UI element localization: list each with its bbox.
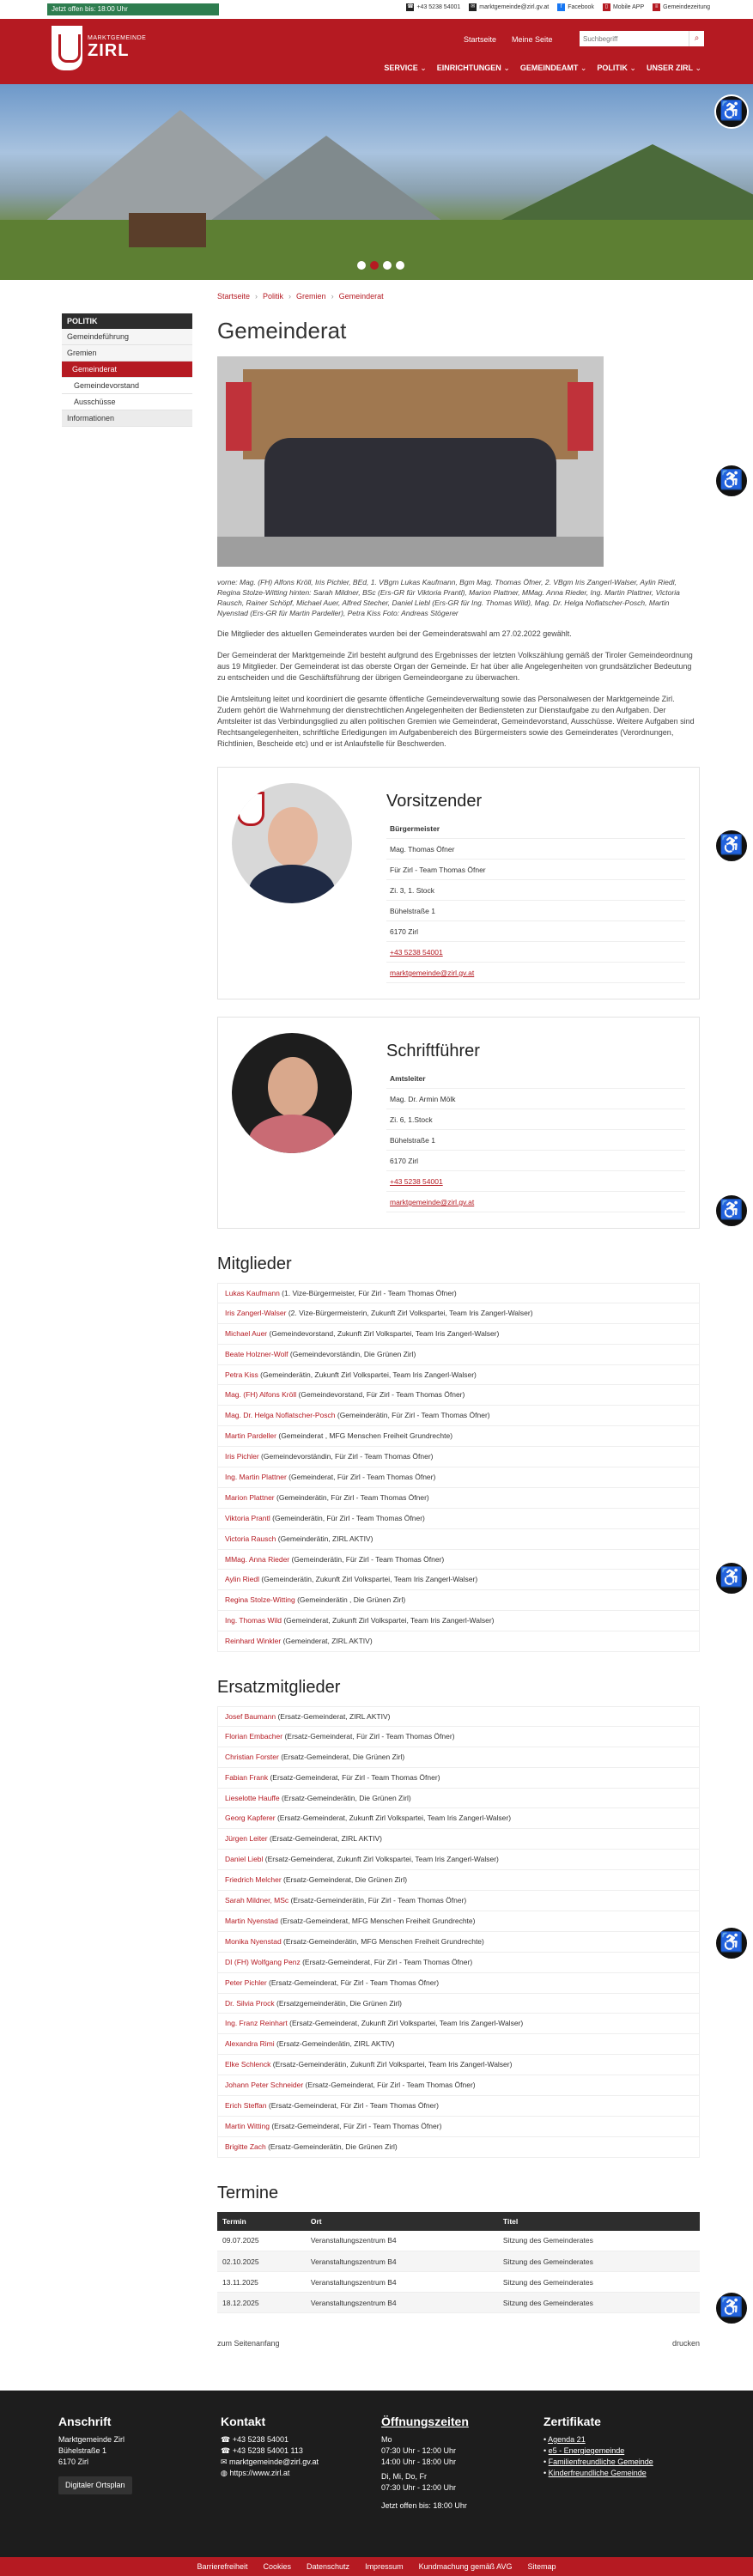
member-name-link[interactable]: Martin Witting xyxy=(225,2121,270,2130)
hours-time: 07:30 Uhr - 12:00 Uhr xyxy=(381,2483,457,2492)
accessibility-icon[interactable]: ♿ xyxy=(714,2291,749,2325)
hero-meadow xyxy=(0,220,753,280)
member-row xyxy=(217,1611,700,1631)
member-row xyxy=(217,2055,700,2075)
member-name-link[interactable]: Christian Forster xyxy=(225,1752,279,1761)
link-barrierefreiheit[interactable]: Barrierefreiheit xyxy=(197,2562,248,2571)
cert-family-link[interactable]: Familienfreundliche Gemeinde xyxy=(548,2458,653,2466)
member-info: (Ersatz-Gemeinderätin, Zukunft Zirl Volkspartei, Team Iris Zangerl-Walser) xyxy=(270,2060,513,2069)
cert-children-link[interactable]: Kinderfreundliche Gemeinde xyxy=(548,2469,647,2477)
termine-cell: Sitzung des Gemeinderates xyxy=(498,2272,700,2293)
accessibility-icon[interactable]: ♿ xyxy=(714,1194,749,1228)
phone-icon: ☎ xyxy=(221,2435,233,2444)
member-row xyxy=(217,2014,700,2034)
member-info: (Gemeinderat , MFG Menschen Freiheit Grundrechte) xyxy=(276,1431,453,1441)
member-info: (Ersatz-Gemeinderätin, ZIRL AKTIV) xyxy=(274,2039,395,2049)
termine-col-termin: Termin xyxy=(217,2212,306,2231)
member-info: (Ersatz-Gemeinderat, Für Zirl - Team Thomas Öfner) xyxy=(268,1772,440,1782)
bottom-links xyxy=(217,2339,700,2348)
link-datenschutz[interactable]: Datenschutz xyxy=(307,2562,350,2571)
member-info: (1. Vize-Bürgermeister, Für Zirl - Team Thomas Öfner) xyxy=(279,1289,457,1297)
secretary-title: Schriftführer xyxy=(386,1042,480,1060)
sidebar-item-gemeinderat[interactable]: Gemeinderat xyxy=(62,361,192,378)
breadcrumb-politik[interactable]: Politik xyxy=(263,292,284,301)
member-info: (Ersatz-Gemeinderat, Für Zirl - Team Thomas Öfner) xyxy=(266,2100,439,2110)
cert-e5-link[interactable]: e5 - Energiegemeinde xyxy=(548,2446,625,2455)
accessibility-icon[interactable]: ♿ xyxy=(714,94,749,129)
member-info: (Gemeinderat, Zukunft Zirl Volkspartei, Team Iris Zangerl-Walser) xyxy=(281,1616,495,1625)
members-list xyxy=(217,1283,700,1652)
hours-open-now: Jetzt offen bis: 18:00 Uhr xyxy=(381,2501,467,2510)
chair-title: Vorsitzender xyxy=(386,792,483,811)
slider-dot[interactable] xyxy=(396,261,404,270)
photo-caption: vorne: Mag. (FH) Alfons Kröll, Iris Pichler, BEd, 1. VBgm Lukas Kaufmann, Bgm Mag. Thomas Öfner, 2. VBgm Iris Zangerl-Walser, Aylin Riedl, Regina Stolze-Witting hinten: Sarah Mildner, BSc (Ers-GR für Viktoria Prantl), Marion Plattner, MMag. Anna Rieder, Ing. Martin Plattner, Victoria Rausch, Rainer Schöpf, Michael Auer, Alfred Stecher, Daniel Liebl (Ers-GR für Ing. Thomas Wild), Mag. Dr. Helga Noflatscher-Posch, Martin Nyenstad (Ers-GR für Martin Pardeller), Petra Kiss Foto: Andreas Stögerer xyxy=(217,578,680,617)
newspaper-icon: ≡ xyxy=(653,3,660,11)
nav-politik[interactable]: POLITIK ⌄ xyxy=(597,64,636,73)
nav-unser-zirl[interactable]: UNSER ZIRL ⌄ xyxy=(647,64,701,73)
member-row xyxy=(217,1345,700,1365)
top-email-text: marktgemeinde@zirl.gv.at xyxy=(479,4,550,10)
hero-slider xyxy=(0,84,753,280)
termine-row xyxy=(217,2272,700,2293)
member-name-link[interactable]: Iris Zangerl-Walser xyxy=(225,1308,287,1317)
termine-heading: Termine xyxy=(217,2183,279,2202)
termine-cell: 18.12.2025 xyxy=(217,2293,306,2313)
slider-dots xyxy=(357,261,404,270)
secretary-name: Mag. Dr. Armin Mölk xyxy=(386,1089,685,1109)
member-row xyxy=(217,1385,700,1406)
termine-row xyxy=(217,2293,700,2313)
member-name-link[interactable]: Ing. Thomas Wild xyxy=(225,1616,282,1625)
termine-row xyxy=(217,2231,700,2251)
member-name-link[interactable]: Petra Kiss xyxy=(225,1370,258,1379)
termine-cell: Sitzung des Gemeinderates xyxy=(498,2231,700,2251)
sidebar-item-informationen[interactable]: Informationen xyxy=(62,410,192,427)
member-row xyxy=(217,2075,700,2096)
member-name-link[interactable]: Beate Holzner-Wolf xyxy=(225,1349,288,1358)
top-newspaper-link[interactable] xyxy=(653,3,710,11)
slider-dot[interactable] xyxy=(357,261,366,270)
nav-einrichtungen[interactable]: EINRICHTUNGEN ⌄ xyxy=(437,64,510,73)
member-row xyxy=(217,1973,700,1994)
fax-icon: ☎ xyxy=(221,2446,233,2455)
member-info: (Gemeinderätin, Für Zirl - Team Thomas Öfner) xyxy=(335,1411,490,1420)
termine-table xyxy=(217,2212,700,2314)
member-info: (Ersatz-Gemeinderat, Zukunft Zirl Volkspartei, Team Iris Zangerl-Walser) xyxy=(275,1814,512,1823)
secretary-email-link[interactable]: marktgemeinde@zirl.gv.at xyxy=(390,1198,475,1206)
member-info: (Gemeinderätin, Zukunft Zirl Volkspartei, Team Iris Zangerl-Walser) xyxy=(259,1575,478,1584)
member-row xyxy=(217,1590,700,1611)
member-row xyxy=(217,1447,700,1467)
home-link[interactable]: Startseite xyxy=(464,35,497,44)
termine-cell: Veranstaltungszentrum B4 xyxy=(306,2251,498,2272)
hours-day: Di, Mi, Do, Fr xyxy=(381,2472,427,2481)
member-row xyxy=(217,1706,700,1727)
termine-cell: 02.10.2025 xyxy=(217,2251,306,2272)
footer-hours xyxy=(381,2416,469,2512)
top-app-text: Mobile APP xyxy=(612,4,645,10)
footer-email-link[interactable]: marktgemeinde@zirl.gv.at xyxy=(229,2458,319,2466)
phone-icon: ☎ xyxy=(407,4,414,9)
member-name-link[interactable]: Sarah Mildner, MSc xyxy=(225,1896,289,1905)
print-link[interactable]: drucken xyxy=(671,2339,700,2348)
link-cookies[interactable]: Cookies xyxy=(263,2562,292,2571)
back-to-top-link[interactable]: zum Seitenanfang xyxy=(217,2339,280,2348)
breadcrumb-gemeinderat[interactable]: Gemeinderat xyxy=(338,292,384,301)
hero-hill xyxy=(481,144,753,230)
top-phone-link[interactable] xyxy=(406,3,460,11)
member-name-link[interactable]: Martin Nyenstad xyxy=(225,1916,278,1925)
top-links xyxy=(406,3,710,11)
member-info: (Ersatz-Gemeinderat, ZIRL AKTIV) xyxy=(267,1834,382,1844)
member-name-link[interactable]: Iris Pichler xyxy=(225,1452,259,1461)
top-newspaper-text: Gemeindezeitung xyxy=(663,4,710,10)
member-row xyxy=(217,1850,700,1870)
nav-service[interactable]: SERVICE ⌄ xyxy=(384,64,426,73)
member-name-link[interactable]: Jürgen Leiter xyxy=(225,1834,268,1844)
member-name-link[interactable]: Peter Pichler xyxy=(225,1978,267,1987)
member-info: (Ersatz-Gemeinderat, Die Grünen Zirl) xyxy=(281,1875,408,1885)
member-info: (Gemeinderätin, Zukunft Zirl Volkspartei, Team Iris Zangerl-Walser) xyxy=(258,1370,477,1379)
site-header xyxy=(0,19,753,84)
member-name-link[interactable]: Johann Peter Schneider xyxy=(225,2081,304,2090)
accessibility-icon[interactable]: ♿ xyxy=(714,1561,749,1595)
main-nav xyxy=(384,64,701,73)
chair-name: Mag. Thomas Öfner xyxy=(386,839,685,860)
logo-subtitle: MARKTGEMEINDE xyxy=(88,35,147,41)
member-row xyxy=(217,1953,700,1973)
main-content xyxy=(217,318,700,2348)
member-row xyxy=(217,1509,700,1529)
accessibility-icon[interactable]: ♿ xyxy=(714,464,749,498)
member-name-link[interactable]: Mag. (FH) Alfons Kröll xyxy=(225,1390,297,1400)
member-name-link[interactable]: Ing. Martin Plattner xyxy=(225,1473,287,1482)
mobile-icon: ▯ xyxy=(603,3,610,11)
footer-fax-link[interactable]: +43 5238 54001 113 xyxy=(232,2446,303,2455)
member-info: (Gemeindevorstand, Für Zirl - Team Thomas Öfner) xyxy=(296,1390,465,1400)
digital-map-button[interactable]: Digitaler Ortsplan xyxy=(58,2476,132,2494)
member-name-link[interactable]: Monika Nyenstad xyxy=(225,1936,282,1946)
termine-cell: Veranstaltungszentrum B4 xyxy=(306,2231,498,2251)
member-info: (Ersatz-Gemeinderat, Für Zirl - Team Thomas Öfner) xyxy=(303,2081,476,2090)
chair-room: Zi. 3, 1. Stock xyxy=(386,880,685,901)
sidebar-heading: POLITIK xyxy=(62,313,192,329)
member-info: (Ersatz-Gemeinderat, Für Zirl - Team Thomas Öfner) xyxy=(282,1731,455,1741)
member-info: (Gemeinderätin, Für Zirl - Team Thomas Öfner) xyxy=(289,1554,445,1564)
member-info: (Gemeindevorständin, Für Zirl - Team Thomas Öfner) xyxy=(258,1452,434,1461)
member-name-link[interactable]: MMag. Anna Rieder xyxy=(225,1554,290,1564)
chair-phone-link[interactable]: +43 5238 54001 xyxy=(390,948,443,957)
member-info: (Gemeinderätin, ZIRL AKTIV) xyxy=(276,1534,373,1543)
breadcrumb-startseite[interactable]: Startseite xyxy=(217,292,251,301)
member-row xyxy=(217,1829,700,1850)
member-row xyxy=(217,1303,700,1324)
member-row xyxy=(217,1768,700,1789)
footer-certificates-title: Zertifikate xyxy=(543,2415,601,2428)
top-phone-text: +43 5238 54001 xyxy=(416,4,461,10)
member-info: (Ersatz-Gemeinderätin, MFG Menschen Freiheit Grundrechte) xyxy=(281,1936,484,1946)
member-row xyxy=(217,1631,700,1652)
chair-avatar xyxy=(232,783,352,903)
member-row xyxy=(217,1488,700,1509)
site-footer xyxy=(0,2391,753,2557)
member-row xyxy=(217,1994,700,2014)
member-info: (Ersatz-Gemeinderat, Zukunft Zirl Volkspartei, Team Iris Zangerl-Walser) xyxy=(287,2019,524,2028)
member-name-link[interactable]: Josef Baumann xyxy=(225,1712,276,1722)
termine-cell: 13.11.2025 xyxy=(217,2272,306,2293)
footer-address xyxy=(58,2416,132,2494)
top-facebook-text: Facebook xyxy=(568,4,594,10)
termine-cell: 09.07.2025 xyxy=(217,2231,306,2251)
hours-day: Mo xyxy=(381,2435,392,2444)
termine-cell: Veranstaltungszentrum B4 xyxy=(306,2272,498,2293)
top-app-link[interactable] xyxy=(603,3,644,11)
termine-col-titel: Titel xyxy=(498,2212,700,2231)
member-name-link[interactable]: Victoria Rausch xyxy=(225,1534,276,1543)
member-row xyxy=(217,1789,700,1809)
member-row xyxy=(217,1426,700,1447)
member-name-link[interactable]: Michael Auer xyxy=(225,1328,268,1338)
sidebar-item-gremien[interactable]: Gremien xyxy=(62,345,192,361)
termine-col-ort: Ort xyxy=(306,2212,498,2231)
chair-contact-card xyxy=(217,767,700,999)
member-name-link[interactable]: Aylin Riedl xyxy=(225,1575,260,1584)
member-name-link[interactable]: Marion Plattner xyxy=(225,1492,275,1502)
member-name-link[interactable]: Florian Embacher xyxy=(225,1731,283,1741)
secretary-street: Bühelstraße 1 xyxy=(386,1130,685,1151)
member-row xyxy=(217,1550,700,1571)
member-name-link[interactable]: Dr. Silvia Prock xyxy=(225,1998,275,2008)
coat-of-arms-icon xyxy=(237,792,264,826)
member-row xyxy=(217,2117,700,2137)
slider-dot-active[interactable] xyxy=(370,261,379,270)
member-name-link[interactable]: Reinhard Winkler xyxy=(225,1637,282,1646)
open-status-badge: Jetzt offen bis: 18:00 Uhr xyxy=(47,3,219,15)
coat-of-arms-icon xyxy=(52,26,82,70)
chair-email-link[interactable]: marktgemeinde@zirl.gv.at xyxy=(390,969,475,977)
member-info: (Ersatz-Gemeinderat, Zukunft Zirl Volkspartei, Team Iris Zangerl-Walser) xyxy=(263,1855,499,1864)
member-name-link[interactable]: DI (FH) Wolfgang Penz xyxy=(225,1957,301,1966)
member-info: (Ersatz-Gemeinderat, Für Zirl - Team Thomas Öfner) xyxy=(269,2121,442,2130)
hours-time: 14:00 Uhr - 18:00 Uhr xyxy=(381,2458,457,2466)
breadcrumb-gremien[interactable]: Gremien xyxy=(296,292,326,301)
secretary-city: 6170 Zirl xyxy=(386,1151,685,1171)
footer-web-link[interactable]: https://www.zirl.at xyxy=(229,2469,290,2477)
hours-time: 07:30 Uhr - 12:00 Uhr xyxy=(381,2446,457,2455)
member-row xyxy=(217,1727,700,1747)
member-name-link[interactable]: Alexandra Rimi xyxy=(225,2039,275,2049)
footer-certificates: Zertifikate • Agenda 21 • e5 - Energiegemeinde • Familienfreundliche Gemeinde • Kinderfreundliche Gemeinde xyxy=(543,2415,653,2477)
page-title: Gemeinderat xyxy=(217,318,347,343)
intro-paragraph: Die Mitglieder des aktuellen Gemeinderates wurden bei der Gemeinderatswahl am 27.02.2022 gewählt. xyxy=(217,629,572,638)
termine-cell: Sitzung des Gemeinderates xyxy=(498,2293,700,2313)
member-row xyxy=(217,1406,700,1426)
sidebar-item-gemeindefuehrung[interactable]: Gemeindeführung xyxy=(62,329,192,345)
member-row xyxy=(217,1324,700,1345)
member-info: (Ersatz-Gemeinderat, Für Zirl - Team Thomas Öfner) xyxy=(266,1978,440,1987)
globe-icon: ◍ xyxy=(221,2469,230,2477)
accessibility-icon[interactable]: ♿ xyxy=(714,1926,749,1960)
chair-city: 6170 Zirl xyxy=(386,921,685,942)
members-heading: Mitglieder xyxy=(217,1255,292,1273)
mail-icon: ✉ xyxy=(221,2458,230,2466)
member-info: (Ersatz-Gemeinderat, Für Zirl - Team Thomas Öfner) xyxy=(300,1957,473,1966)
member-name-link[interactable]: Mag. Dr. Helga Noflatscher-Posch xyxy=(225,1411,336,1420)
footer-contact-title: Kontakt xyxy=(221,2415,266,2428)
footer-address-line: Marktgemeinde Zirl xyxy=(58,2435,125,2444)
member-info: (Gemeinderätin, Für Zirl - Team Thomas Öfner) xyxy=(274,1492,429,1502)
member-row xyxy=(217,1808,700,1829)
member-row xyxy=(217,1747,700,1768)
cert-agenda21-link[interactable]: Agenda 21 xyxy=(548,2435,586,2444)
member-info: (Ersatz-Gemeinderätin, Die Grünen Zirl) xyxy=(279,1793,411,1802)
logo-title: ZIRL xyxy=(88,41,130,60)
member-info: (Gemeindevorstand, Zukunft Zirl Volkspartei, Team Iris Zangerl-Walser) xyxy=(267,1328,500,1338)
sub-footer xyxy=(0,2557,753,2576)
search-input[interactable] xyxy=(580,31,689,46)
member-info: (Gemeinderat, ZIRL AKTIV) xyxy=(281,1637,373,1646)
council-members-group xyxy=(264,438,556,537)
member-row xyxy=(217,1911,700,1932)
member-name-link[interactable]: Lieselotte Hauffe xyxy=(225,1793,280,1802)
substitutes-list xyxy=(217,1706,700,2158)
chair-street: Bühelstraße 1 xyxy=(386,901,685,921)
member-info: (Ersatz-Gemeinderat, ZIRL AKTIV) xyxy=(276,1712,391,1722)
member-row xyxy=(217,1283,700,1303)
slider-dot[interactable] xyxy=(383,261,392,270)
member-info: (Gemeinderat, Für Zirl - Team Thomas Öfner) xyxy=(286,1473,436,1482)
member-name-link[interactable]: Viktoria Prantl xyxy=(225,1513,270,1522)
member-row xyxy=(217,1870,700,1891)
facebook-icon: f xyxy=(557,3,565,11)
sidebar-item-gemeindevorstand[interactable]: Gemeindevorstand xyxy=(62,378,192,394)
my-page-link[interactable]: Meine Seite xyxy=(512,35,553,44)
description-paragraph: Der Gemeinderat der Marktgemeinde Zirl besteht aufgrund des Ergebnisses der letzten Volkszählung gemäß der Tiroler Gemeindeordnung aus 19 Mitglieder. Der Gemeinderat ist das oberste Organ der Gemeinde. Er hat über alle Angelegenheiten von grundsätzlicher Bedeutung zu entscheiden und die Geschäftsführung der übrigen Gemeindeorgane zu überwachen. xyxy=(217,651,693,682)
link-impressum[interactable]: Impressum xyxy=(365,2562,404,2571)
footer-hours-title[interactable]: Öffnungszeiten xyxy=(381,2415,469,2428)
flag-banner xyxy=(568,382,593,451)
site-logo[interactable] xyxy=(52,26,146,70)
member-name-link[interactable]: Fabian Frank xyxy=(225,1772,269,1782)
hero-mountain xyxy=(197,136,455,230)
member-info: (Gemeinderätin, Für Zirl - Team Thomas Öfner) xyxy=(270,1513,425,1522)
chair-party: Für Zirl - Team Thomas Öfner xyxy=(386,860,685,880)
member-name-link[interactable]: Georg Kapferer xyxy=(225,1814,276,1823)
member-info: (Ersatz-Gemeinderat, Die Grünen Zirl) xyxy=(278,1752,405,1761)
member-name-link[interactable]: Daniel Liebl xyxy=(225,1855,264,1864)
footer-address-line: 6170 Zirl xyxy=(58,2458,89,2466)
member-name-link[interactable]: Martin Pardeller xyxy=(225,1431,276,1441)
member-name-link[interactable]: Brigitte Zach xyxy=(225,2142,266,2151)
top-bar xyxy=(0,0,753,19)
breadcrumb: Startseite › Politik › Gremien › Gemeinderat xyxy=(217,292,384,301)
chair-role: Bürgermeister xyxy=(386,818,685,839)
member-row xyxy=(217,1570,700,1590)
member-info: (2. Vize-Bürgermeisterin, Zukunft Zirl Volkspartei, Team Iris Zangerl-Walser) xyxy=(286,1308,533,1317)
flag-banner xyxy=(226,382,252,451)
member-row xyxy=(217,2096,700,2117)
member-row xyxy=(217,1932,700,1953)
mail-icon: ✉ xyxy=(471,4,476,9)
secretary-phone-link[interactable]: +43 5238 54001 xyxy=(390,1177,443,1186)
search-icon[interactable]: ⌕ xyxy=(689,31,704,46)
link-sitemap[interactable]: Sitemap xyxy=(527,2562,556,2571)
member-info: (Ersatzgemeinderätin, Die Grünen Zirl) xyxy=(274,1998,402,2008)
top-email-link[interactable] xyxy=(469,3,549,11)
member-row xyxy=(217,2034,700,2055)
member-name-link[interactable]: Erich Steffan xyxy=(225,2100,267,2110)
sidebar-item-ausschuesse[interactable]: Ausschüsse xyxy=(62,394,192,410)
accessibility-icon[interactable]: ♿ xyxy=(714,829,749,863)
administration-paragraph: Die Amtsleitung leitet und koordiniert die gesamte öffentliche Gemeindeverwaltung sowie das Personalwesen der Marktgemeinde Zirl. Zudem gehört die Wahrnehmung der dienstrechtlichen Angelegenheiten der Bediensteten zur Dienstaufgabe zu den Aufgaben. Der Amtsleiter ist das Verbindungsglied zu allen politischen Gremien wie Gemeinderat, Gemeindevorstand, Ausschüsse. Weitere Aufgaben sind Rechtsangelegenheiten, schriftliche Erledigungen im Aufgabenbereich des Bürgermeisters sowie des Gemeinderates (Verordnungen, Richtlinien, Bescheide etc) und er ist Anlaufstelle für Beschwerden. xyxy=(217,695,695,748)
member-row xyxy=(217,1467,700,1488)
member-row xyxy=(217,1365,700,1386)
termine-cell: Sitzung des Gemeinderates xyxy=(498,2251,700,2272)
secretary-role: Amtsleiter xyxy=(386,1068,685,1089)
member-name-link[interactable]: Friedrich Melcher xyxy=(225,1875,282,1885)
footer-address-line: Bühelstraße 1 xyxy=(58,2446,107,2455)
secretary-contact-card xyxy=(217,1017,700,1229)
member-info: (Gemeinderätin , Die Grünen Zirl) xyxy=(295,1595,406,1605)
secretary-avatar xyxy=(232,1033,352,1153)
member-info: (Ersatz-Gemeinderat, MFG Menschen Freiheit Grundrechte) xyxy=(277,1916,476,1925)
member-row xyxy=(217,2137,700,2158)
substitutes-heading: Ersatzmitglieder xyxy=(217,1678,341,1698)
member-info: (Ersatz-Gemeinderätin, Die Grünen Zirl) xyxy=(265,2142,398,2151)
member-name-link[interactable]: Lukas Kaufmann xyxy=(225,1289,280,1297)
member-info: (Gemeindevorständin, Die Grünen Zirl) xyxy=(288,1349,416,1358)
sidebar xyxy=(62,313,192,427)
footer-address-title: Anschrift xyxy=(58,2415,112,2428)
footer-contact xyxy=(221,2416,319,2479)
termine-cell: Veranstaltungszentrum B4 xyxy=(306,2293,498,2313)
termine-row xyxy=(217,2251,700,2272)
footer-phone-link[interactable]: +43 5238 54001 xyxy=(232,2435,289,2444)
member-row xyxy=(217,1529,700,1550)
search-box xyxy=(580,31,704,46)
council-group-photo xyxy=(217,356,604,567)
secretary-room: Zi. 6, 1.Stock xyxy=(386,1109,685,1130)
member-info: (Ersatz-Gemeinderätin, Für Zirl - Team Thomas Öfner) xyxy=(288,1896,467,1905)
nav-gemeindeamt[interactable]: GEMEINDEAMT ⌄ xyxy=(520,64,587,73)
member-name-link[interactable]: Elke Schlenck xyxy=(225,2060,271,2069)
member-name-link[interactable]: Ing. Franz Reinhart xyxy=(225,2019,288,2028)
top-facebook-link[interactable] xyxy=(557,3,594,11)
link-kundmachung[interactable]: Kundmachung gemäß AVG xyxy=(418,2562,513,2571)
member-name-link[interactable]: Regina Stolze-Witting xyxy=(225,1595,295,1605)
hero-hut xyxy=(129,213,206,247)
member-row xyxy=(217,1891,700,1911)
